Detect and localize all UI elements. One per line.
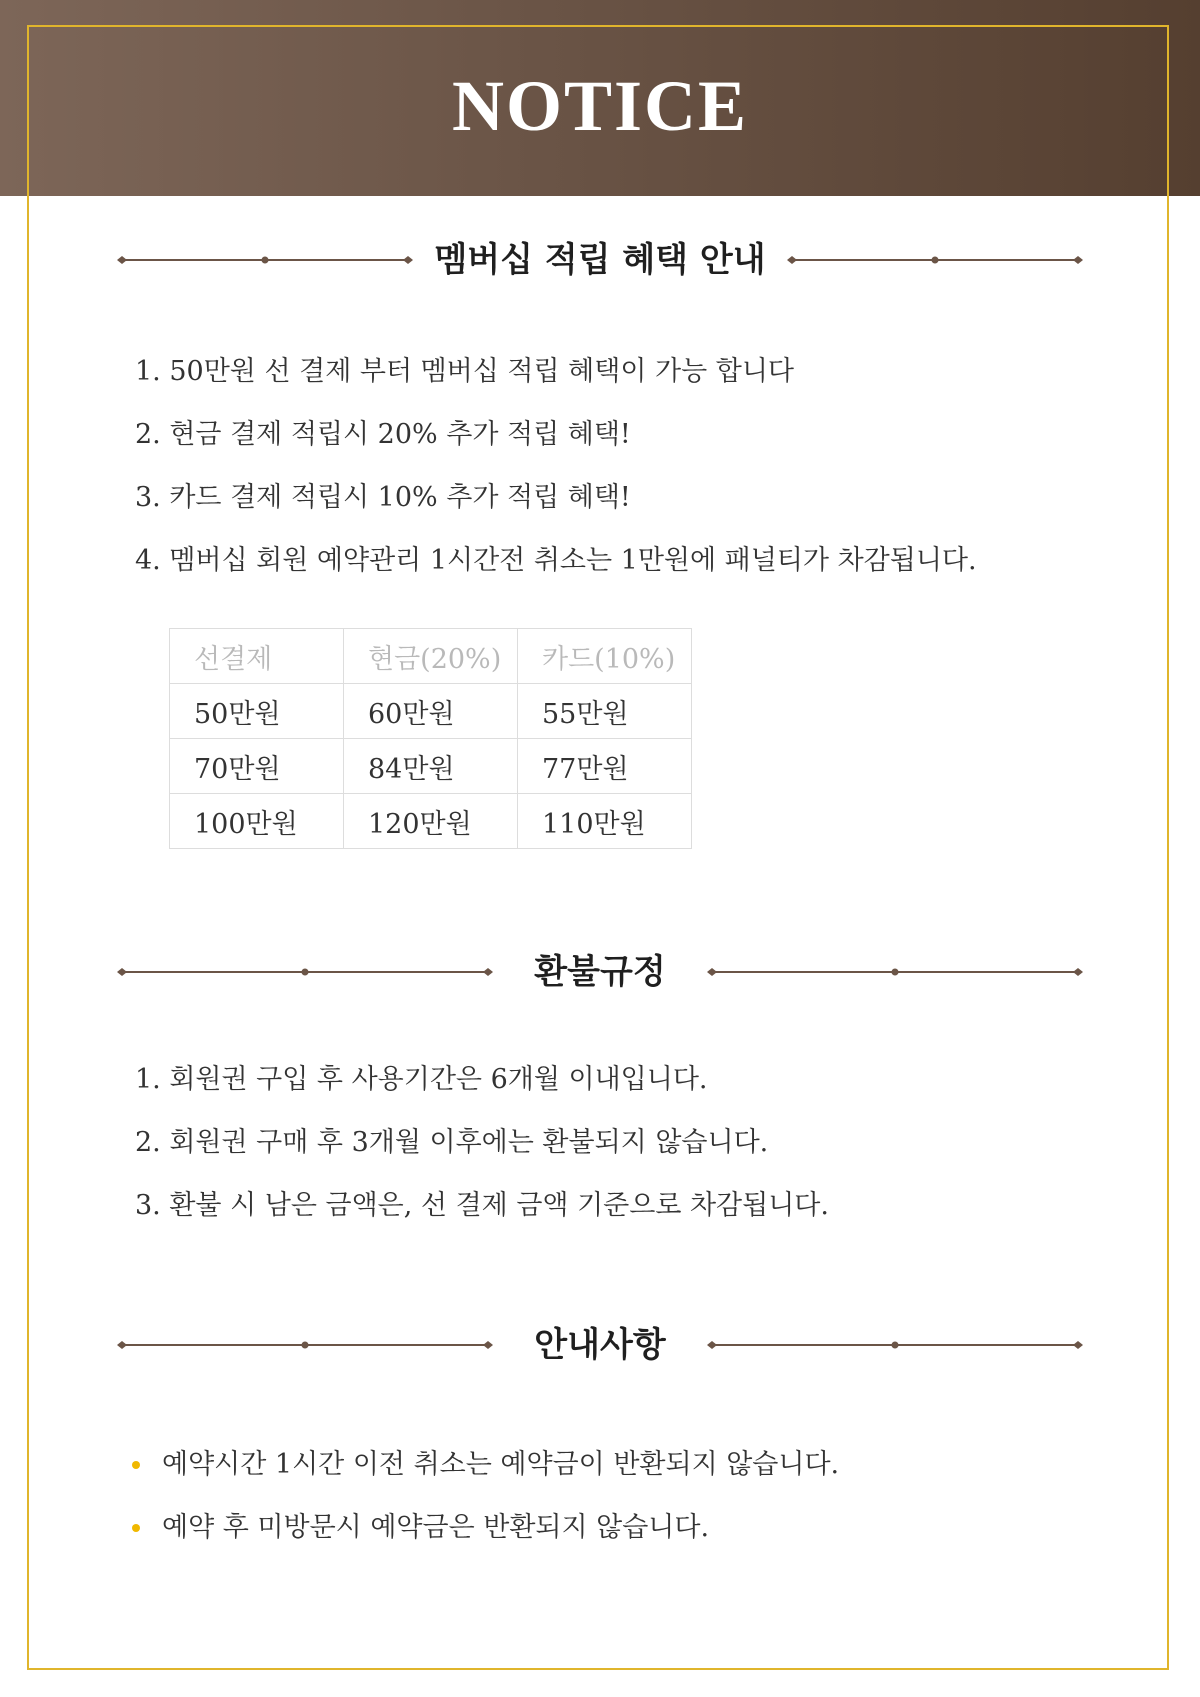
membership-list <box>135 355 977 607</box>
table-cell: 84만원 <box>344 739 518 794</box>
list-item: 2. 회원권 구매 후 3개월 이후에는 환불되지 않습니다. <box>135 1127 769 1158</box>
list-item-text: 예약시간 1시간 이전 취소는 예약금이 반환되지 않습니다. <box>162 1449 840 1480</box>
table-cell: 120만원 <box>344 794 518 849</box>
bullet-dot-icon <box>132 1461 140 1469</box>
table-cell: 60만원 <box>344 684 518 739</box>
page-title: NOTICE <box>451 66 749 146</box>
list-item: 1. 회원권 구입 후 사용기간은 6개월 이내입니다. <box>135 1064 708 1095</box>
table-header-cell: 카드(10%) <box>518 629 692 684</box>
list-item <box>132 1448 839 1511</box>
table-row <box>170 794 692 849</box>
list-item: 3. 환불 시 남은 금액은, 선 결제 금액 기준으로 차감됩니다. <box>135 1190 829 1221</box>
table-row <box>170 739 692 794</box>
list-item: 2. 현금 결제 적립시 20% 추가 적립 혜택! <box>135 419 631 450</box>
table-cell: 110만원 <box>518 794 692 849</box>
table-cell: 77만원 <box>518 739 692 794</box>
info-section-header <box>115 1325 1085 1365</box>
list-item: 1. 50만원 선 결제 부터 멤버십 적립 혜택이 가능 합니다 <box>135 356 794 387</box>
table-cell: 55만원 <box>518 684 692 739</box>
info-bullet-list <box>132 1448 839 1574</box>
table-row <box>170 684 692 739</box>
right-ornament-icon <box>705 952 1085 992</box>
right-ornament-icon <box>705 1325 1085 1365</box>
table-header-cell: 현금(20%) <box>344 629 518 684</box>
refund-title: 환불규정 <box>534 952 666 992</box>
table-header-cell: 선결제 <box>170 629 344 684</box>
table-header-row <box>170 629 692 684</box>
membership-title: 멤버십 적립 혜택 안내 <box>434 240 766 280</box>
right-ornament-icon <box>785 240 1085 280</box>
refund-list <box>135 1063 829 1252</box>
list-item: 3. 카드 결제 적립시 10% 추가 적립 혜택! <box>135 482 631 513</box>
table-cell: 50만원 <box>170 684 344 739</box>
list-item <box>132 1511 839 1574</box>
membership-rate-table <box>169 628 692 849</box>
info-title: 안내사항 <box>534 1325 666 1365</box>
refund-section-header <box>115 952 1085 992</box>
bullet-dot-icon <box>132 1524 140 1532</box>
list-item: 4. 멤버십 회원 예약관리 1시간전 취소는 1만원에 패널티가 차감됩니다. <box>135 545 977 576</box>
table-cell: 100만원 <box>170 794 344 849</box>
list-item-text: 예약 후 미방문시 예약금은 반환되지 않습니다. <box>162 1512 710 1543</box>
membership-section-header <box>115 240 1085 280</box>
table-cell: 70만원 <box>170 739 344 794</box>
